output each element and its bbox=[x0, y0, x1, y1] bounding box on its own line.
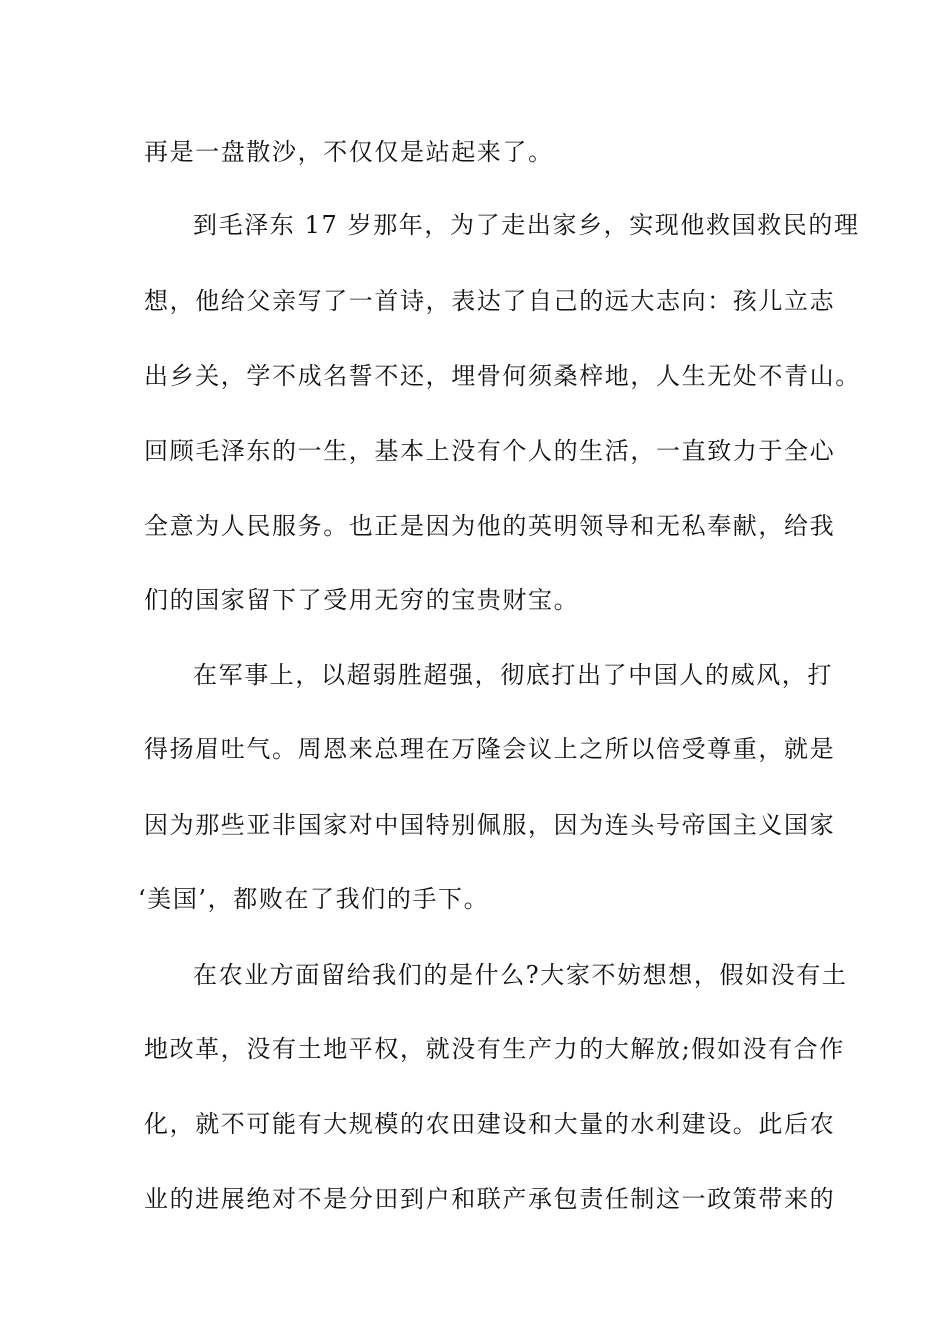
body-text-line: 回顾毛泽东的一生，基本上没有个人的生活，一直致力于全心 bbox=[144, 437, 836, 465]
body-text-line: 全意为人民服务。也正是因为他的英明领导和无私奉献，给我 bbox=[144, 512, 836, 540]
paragraph-first-line: 在军事上，以超弱胜超强，彻底打出了中国人的威风，打 bbox=[193, 661, 833, 689]
body-text-line: 得扬眉吐气。周恩来总理在万隆会议上之所以倍受尊重，就是 bbox=[144, 735, 836, 763]
body-text-line: ‘美国’，都败在了我们的手下。 bbox=[138, 885, 490, 913]
body-text-line: 地改革，没有土地平权，就没有生产力的大解放;假如没有合作 bbox=[144, 1035, 845, 1063]
body-text-line: 想，他给父亲写了一首诗，表达了自己的远大志向：孩儿立志 bbox=[144, 287, 836, 315]
body-text-line: 业的进展绝对不是分田到户和联产承包责任制这一政策带来的 bbox=[144, 1185, 836, 1213]
paragraph-first-line: 到毛泽东 17 岁那年，为了走出家乡，实现他救国救民的理 bbox=[193, 211, 860, 239]
paragraph-first-line: 在农业方面留给我们的是什么?大家不妨想想，假如没有土 bbox=[193, 961, 848, 989]
body-text-line: 再是一盘散沙，不仅仅是站起来了。 bbox=[144, 138, 554, 166]
body-text-line: 们的国家留下了受用无穷的宝贵财宝。 bbox=[144, 586, 580, 614]
body-text-line: 因为那些亚非国家对中国特别佩服，因为连头号帝国主义国家 bbox=[144, 811, 836, 839]
body-text-line: 出乡关，学不成名誓不还，埋骨何须桑梓地，人生无处不青山。 bbox=[144, 362, 861, 390]
body-text-line: 化，就不可能有大规模的农田建设和大量的水利建设。此后农 bbox=[144, 1110, 836, 1138]
